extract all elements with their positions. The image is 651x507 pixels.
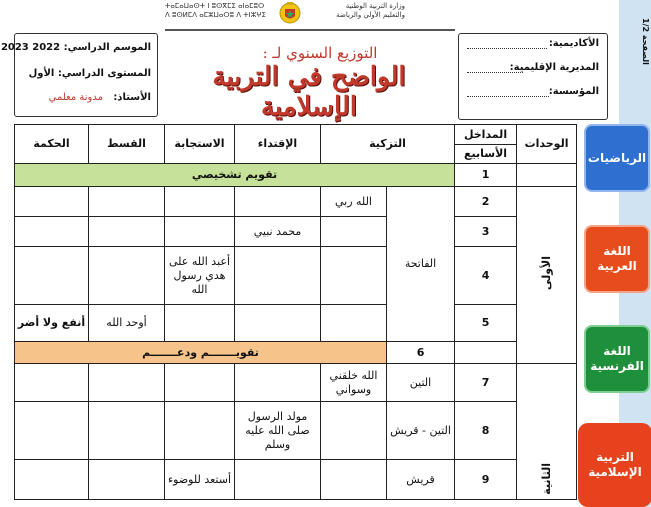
week-number: 1 [455,164,517,187]
header-wisdom: الحكمة [15,125,89,164]
table-row [15,217,577,247]
table-row [15,187,577,217]
ministry-tifinagh: ⵜⴰⵎⴰⵡⴰⵙⵜ ⵏ ⵓⵙⴳⵎⵉ ⴰⵏⴰⵎⵓⵔ ⴷ ⵓⵙⵍⵎⴷ ⴰⵎⵣⵡⴰⵔⵓ ⴷ ⵜⵏⵣⵖⵉ [165,2,266,19]
admin-box [458,33,608,120]
teacher-value: مدونة معلمي [48,92,103,103]
header-divider [165,29,455,31]
school-label: المؤسسة: [548,86,599,97]
week-number: 8 [455,402,517,460]
surah-fatiha: الفاتحة [387,187,455,342]
tab-arabic[interactable]: اللغة العربية [584,225,650,293]
table-row [15,342,577,364]
surah-cell: التين [387,364,455,402]
ministry-arabic: وزارة التربية الوطنية والتعليم الأولي والرياضة [336,2,405,19]
coat-of-arms-icon [276,0,304,28]
week-number: 6 [387,342,455,364]
directorate-label: المديرية الإقليمية: [509,62,599,73]
teacher-label: الأستاذ: [113,92,151,103]
lesson-cell: أوحد الله [89,305,165,342]
header-entries: المداخل [455,125,517,145]
header-purification: التزكية [321,125,455,164]
lesson-cell: مولد الرسول صلى الله عليه وسلم [235,402,321,460]
lesson-cell: الله خلقني وسواني [321,364,387,402]
header-following: الإقتداء [235,125,321,164]
directorate-dots [467,62,523,73]
week-number: 9 [455,460,517,500]
header-weeks: الأسابيع [455,145,517,164]
lesson-cell: أستعد للوضوء [165,460,235,500]
header-response: الاستجابة [165,125,235,164]
week-number: 2 [455,187,517,217]
level-text: المستوى الدراسي: الأول [28,68,151,79]
header-units: الوحدات [517,125,577,164]
surah-cell: التين - قريش [387,402,455,460]
table-row [15,305,577,342]
school-dots [467,86,549,97]
lesson-cell: أعبد الله على هدي رسول الله [165,247,235,305]
week-number: 5 [455,305,517,342]
page-title: الواضح في التربية الإسلامية [212,62,406,122]
season-text: الموسم الدراسي: 2022 2023 [0,42,151,53]
table-row [15,364,577,402]
info-box [0,33,158,117]
tab-islamic-education[interactable]: التربية الإسلامية [578,423,651,507]
header-fairness: القسط [89,125,165,164]
table-row [15,402,577,460]
title-subtitle: التوزيع السنوي لـ : [262,44,378,62]
annual-distribution-table [14,124,577,500]
academy-dots [467,38,547,49]
week-number: 4 [455,247,517,305]
tab-french[interactable]: اللغة الفرنسية [584,325,650,393]
week-number: 3 [455,217,517,247]
unit-second: الثانية [517,364,577,500]
lesson-cell: محمد نبيي [235,217,321,247]
unit-first: الأولى [517,187,577,364]
lesson-cell: الله ربي [321,187,387,217]
evaluation-label: تقويـــــــم ودعـــــــم [15,342,387,364]
table-row [15,164,577,187]
surah-cell: قريش [387,460,455,500]
academy-label: الأكاديمية: [548,38,599,49]
page-indicator: الصفحة 1/2 [641,18,650,65]
lesson-cell: أنفع ولا أضر [15,305,89,342]
table-row [15,460,577,500]
table-row [15,247,577,305]
tab-mathematics[interactable]: الرياضيات [584,124,650,192]
diagnostic-label: تقويم تشخيصي [15,164,455,187]
week-number: 7 [455,364,517,402]
table-header-row [15,125,577,145]
